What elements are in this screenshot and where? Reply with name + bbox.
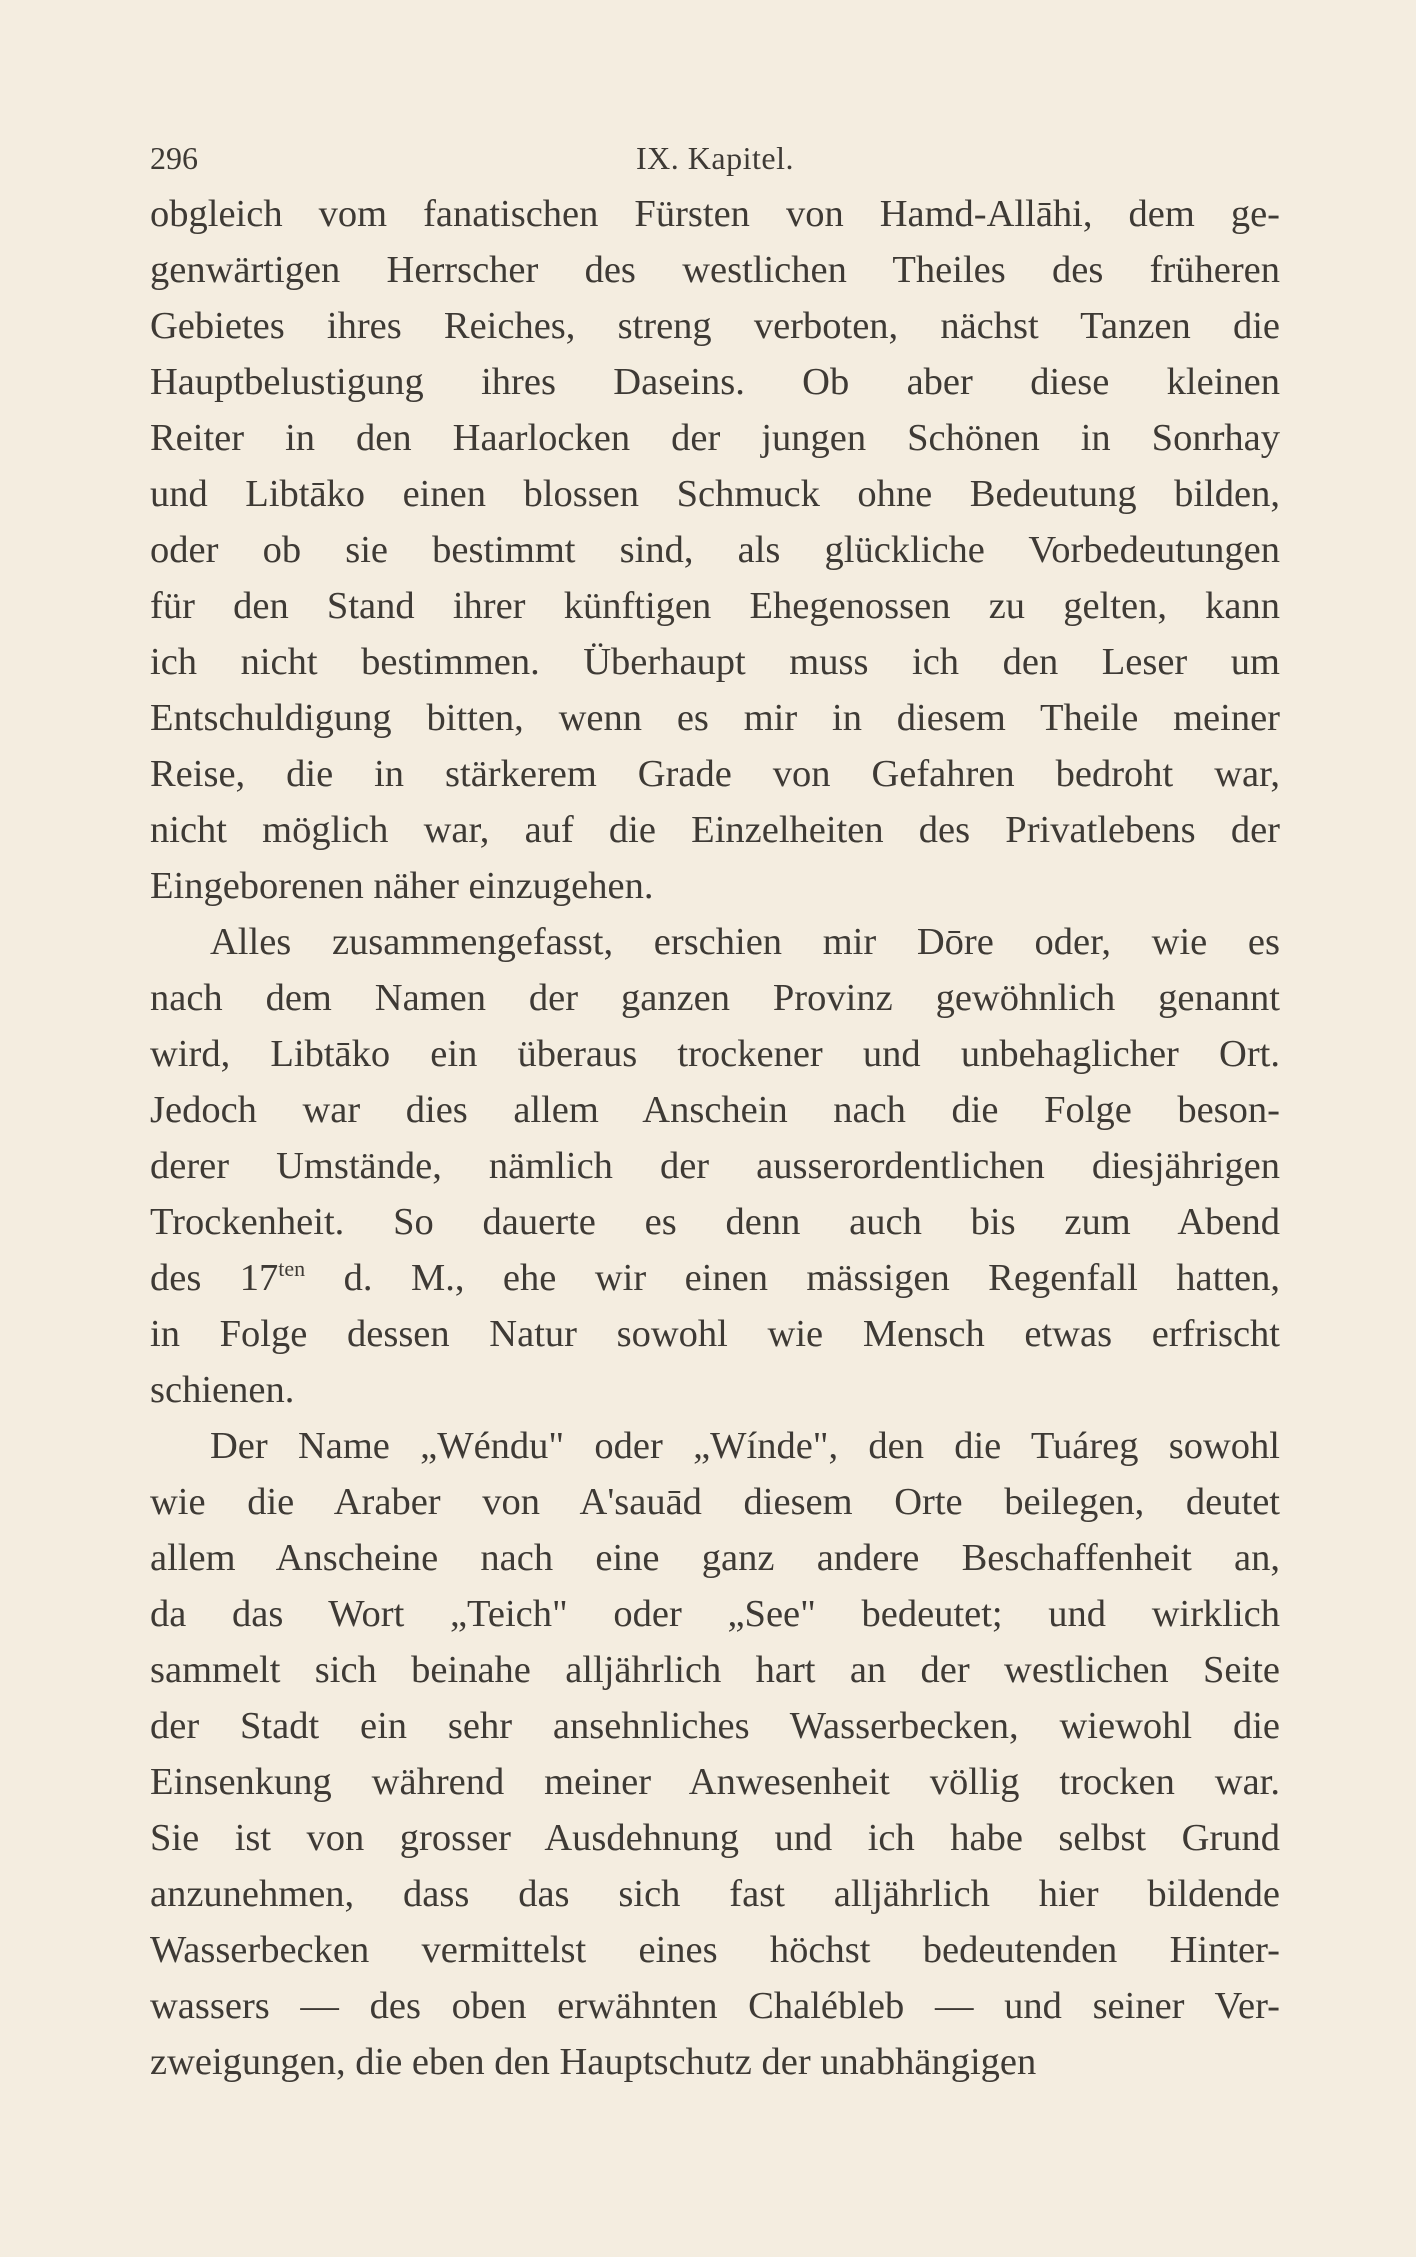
text-line: zweigungen, die eben den Hauptschutz der unabhängigen [150, 2041, 1037, 2083]
text-line: wassers — des oben erwähnten Chalébleb — und seiner Ver- [150, 1985, 1280, 2027]
text-line: Sie ist von grosser Ausdehnung und ich habe selbst Grund [150, 1817, 1280, 1859]
text-line: nicht möglich war, auf die Einzelheiten des Privatlebens der [150, 809, 1280, 851]
text-line: Einsenkung während meiner Anwesenheit völlig trocken war. [150, 1761, 1280, 1803]
text-line: da das Wort „Teich" oder „See" bedeutet; und wirklich [150, 1593, 1280, 1635]
text-line: und Libtāko einen blossen Schmuck ohne Bedeutung bilden, [150, 473, 1280, 515]
text-line [150, 1250, 1280, 1306]
text-line: Gebietes ihres Reiches, streng verboten, nächst Tanzen die [150, 305, 1280, 347]
text-segment: d. M., ehe wir einen mässigen Regenfall hatten, [305, 1257, 1280, 1299]
text-line: Wasserbecken vermittelst eines höchst bedeutenden Hinter- [150, 1929, 1280, 1971]
paragraph [150, 914, 1280, 1418]
text-line: Der Name „Wéndu" oder „Wínde", den die Tuáreg sowohl [210, 1425, 1280, 1467]
text-line: oder ob sie bestimmt sind, als glückliche Vorbedeutungen [150, 529, 1280, 571]
paragraph [150, 186, 1280, 914]
text-segment: des 17 [150, 1257, 279, 1299]
text-line: in Folge dessen Natur sowohl wie Mensch etwas erfrischt [150, 1313, 1280, 1355]
text-line: Trockenheit. So dauerte es denn auch bis zum Abend [150, 1201, 1280, 1243]
text-line: ich nicht bestimmen. Überhaupt muss ich den Leser um [150, 641, 1280, 683]
text-line: allem Anscheine nach eine ganz andere Beschaffenheit an, [150, 1537, 1280, 1579]
text-line: wie die Araber von A'sauād diesem Orte beilegen, deutet [150, 1481, 1280, 1523]
running-head: IX. Kapitel. [636, 140, 794, 176]
text-line: Reise, die in stärkerem Grade von Gefahren bedroht war, [150, 753, 1280, 795]
text-line: für den Stand ihrer künftigen Ehegenossen zu gelten, kann [150, 585, 1280, 627]
body-text [150, 186, 1280, 2090]
text-line: schienen. [150, 1369, 295, 1411]
text-line: derer Umstände, nämlich der ausserordentlichen diesjährigen [150, 1145, 1280, 1187]
text-line: Reiter in den Haarlocken der jungen Schönen in Sonrhay [150, 417, 1280, 459]
text-line: wird, Libtāko ein überaus trockener und unbehaglicher Ort. [150, 1033, 1280, 1075]
text-line: Hauptbelustigung ihres Daseins. Ob aber diese kleinen [150, 361, 1280, 403]
text-line: anzunehmen, dass das sich fast alljährlich hier bildende [150, 1873, 1280, 1915]
text-line: der Stadt ein sehr ansehnliches Wasserbecken, wiewohl die [150, 1705, 1280, 1747]
superscript: ten [278, 1256, 306, 1281]
text-line: nach dem Namen der ganzen Provinz gewöhnlich genannt [150, 977, 1280, 1019]
page-number: 296 [150, 140, 198, 176]
text-line: Alles zusammengefasst, erschien mir Dōre oder, wie es [210, 921, 1280, 963]
text-line: Jedoch war dies allem Anschein nach die Folge beson- [150, 1089, 1280, 1131]
paragraph [150, 1418, 1280, 2090]
text-line: genwärtigen Herrscher des westlichen Theiles des früheren [150, 249, 1280, 291]
text-line: sammelt sich beinahe alljährlich hart an der westlichen Seite [150, 1649, 1280, 1691]
text-line: Entschuldigung bitten, wenn es mir in diesem Theile meiner [150, 697, 1280, 739]
page-header [150, 138, 1280, 178]
text-line: Eingeborenen näher einzugehen. [150, 865, 654, 907]
text-line: obgleich vom fanatischen Fürsten von Hamd-Allāhi, dem ge- [150, 193, 1280, 235]
